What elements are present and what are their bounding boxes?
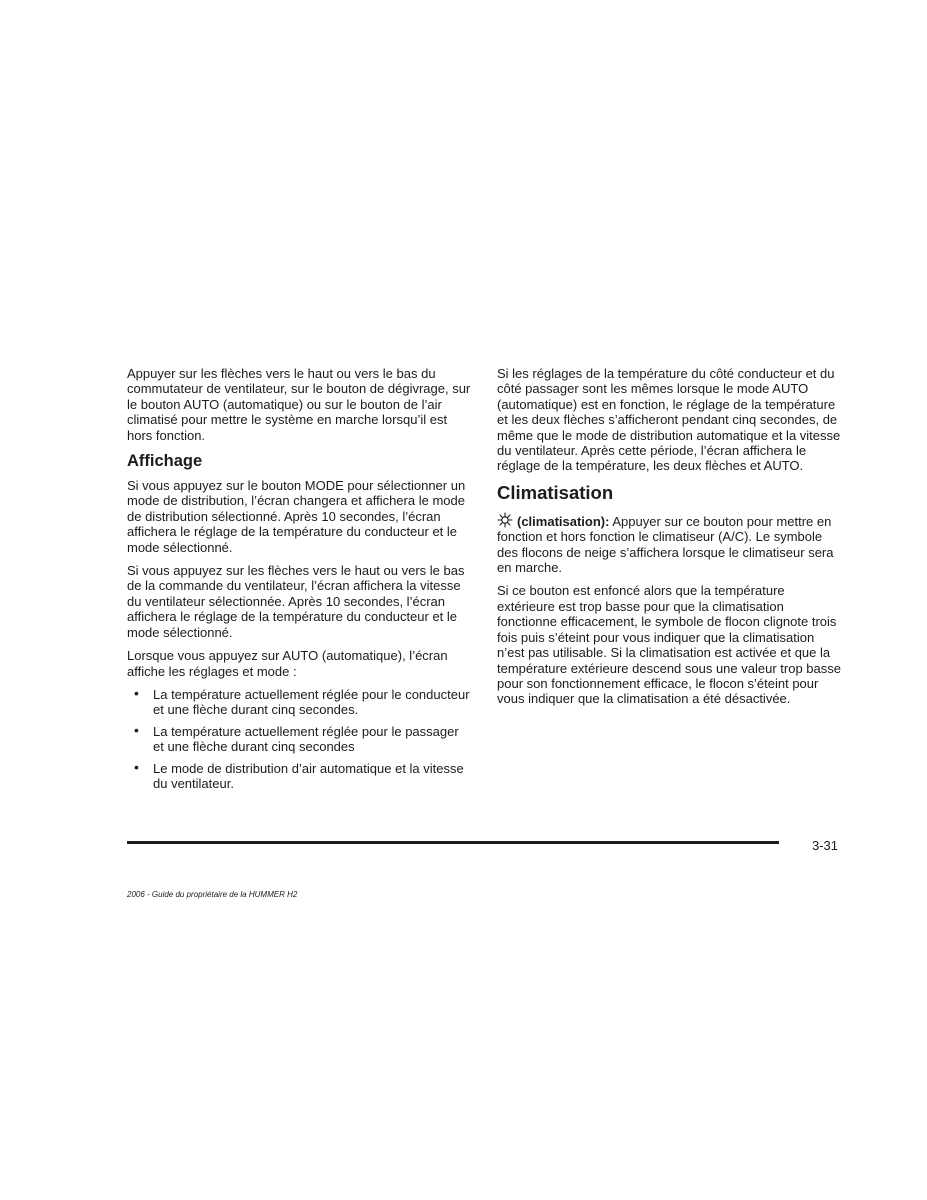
list-item (127, 758, 472, 792)
footer-text: 2006 - Guide du propriétaire de la HUMMER H2 (127, 890, 298, 899)
intro-paragraph: Si les réglages de la température du côté conducteur et du côté passager sont les mêmes lorsque le mode AUTO (automatique) est en fonction, le réglage de la température et les deux flèches s’afficheront pendant cinq secondes, de même que le mode de distribution automatique et la vitesse du ventilateur. Après cette période, l’écran affichera le réglage de la température, les deux flèches et AUTO. (497, 366, 841, 474)
list-item (127, 684, 472, 718)
auto-display-list (127, 684, 472, 791)
section-heading-climatisation: Climatisation (497, 481, 614, 503)
bullet-marker: • (134, 758, 139, 775)
climatisation-description: Appuyer sur ce bouton pour mettre en fonction et hors fonction le climatiseur (A/C). Le symbole des flocons de neige s’affichera lorsque le climatiseur sera en marche. (497, 513, 834, 576)
snowflake-icon (497, 512, 513, 528)
bullet-marker: • (134, 684, 139, 701)
left-column (127, 366, 472, 797)
climatisation-paragraph-2: Si ce bouton est enfoncé alors que la température extérieure est trop basse pour que la climatisation fonctionne efficacement, le symbole de flocon clignote trois fois puis s’éteint pour vous indiquer que la climatisation n’est pas utilisable. Si la climatisation est activée et que la température extérieure descend sous une valeur trop basse pour son fonctionnement efficace, le flocon s’éteint pour vous indiquer que la climatisation a été désactivée. (497, 583, 841, 707)
list-item-text: Le mode de distribution d’air automatique et la vitesse du ventilateur. (153, 760, 464, 791)
right-column (497, 366, 842, 715)
affichage-paragraph-1: Si vous appuyez sur le bouton MODE pour sélectionner un mode de distribution, l’écran changera et affichera le mode de distribution sélectionné. Après 10 secondes, l’écran affichera le réglage de la température du conducteur et le mode sélectionné. (127, 478, 466, 555)
list-item (127, 721, 472, 755)
list-item-text: La température actuellement réglée pour le conducteur et une flèche durant cinq secondes. (153, 686, 470, 718)
section-heading-affichage: Affichage (127, 452, 203, 471)
page-number: 3-31 (812, 838, 839, 853)
bullet-marker: • (134, 721, 139, 738)
climatisation-paragraph-1 (497, 512, 842, 576)
affichage-paragraph-3: Lorsque vous appuyez sur AUTO (automatique), l’écran affiche les réglages et mode : (127, 648, 448, 679)
affichage-paragraph-2: Si vous appuyez sur les flèches vers le haut ou vers le bas de la commande du ventilateur, l’écran affichera la vitesse du ventilateur sélectionnée. Après 10 secondes, l’écran affichera le réglage de la température du conducteur et le mode sélectionné. (127, 563, 465, 640)
climatisation-label: (climatisation): (517, 513, 610, 529)
intro-paragraph: Appuyer sur les flèches vers le haut ou vers le bas du commutateur de ventilateur, sur le bouton de dégivrage, sur le bouton AUTO (automatique) ou sur le bouton de l’air climatisé pour mettre le système en marche lorsqu’il est hors fonction. (127, 366, 471, 443)
list-item-text: La température actuellement réglée pour le passager et une flèche durant cinq secondes (153, 723, 459, 755)
footer-rule (127, 841, 779, 844)
